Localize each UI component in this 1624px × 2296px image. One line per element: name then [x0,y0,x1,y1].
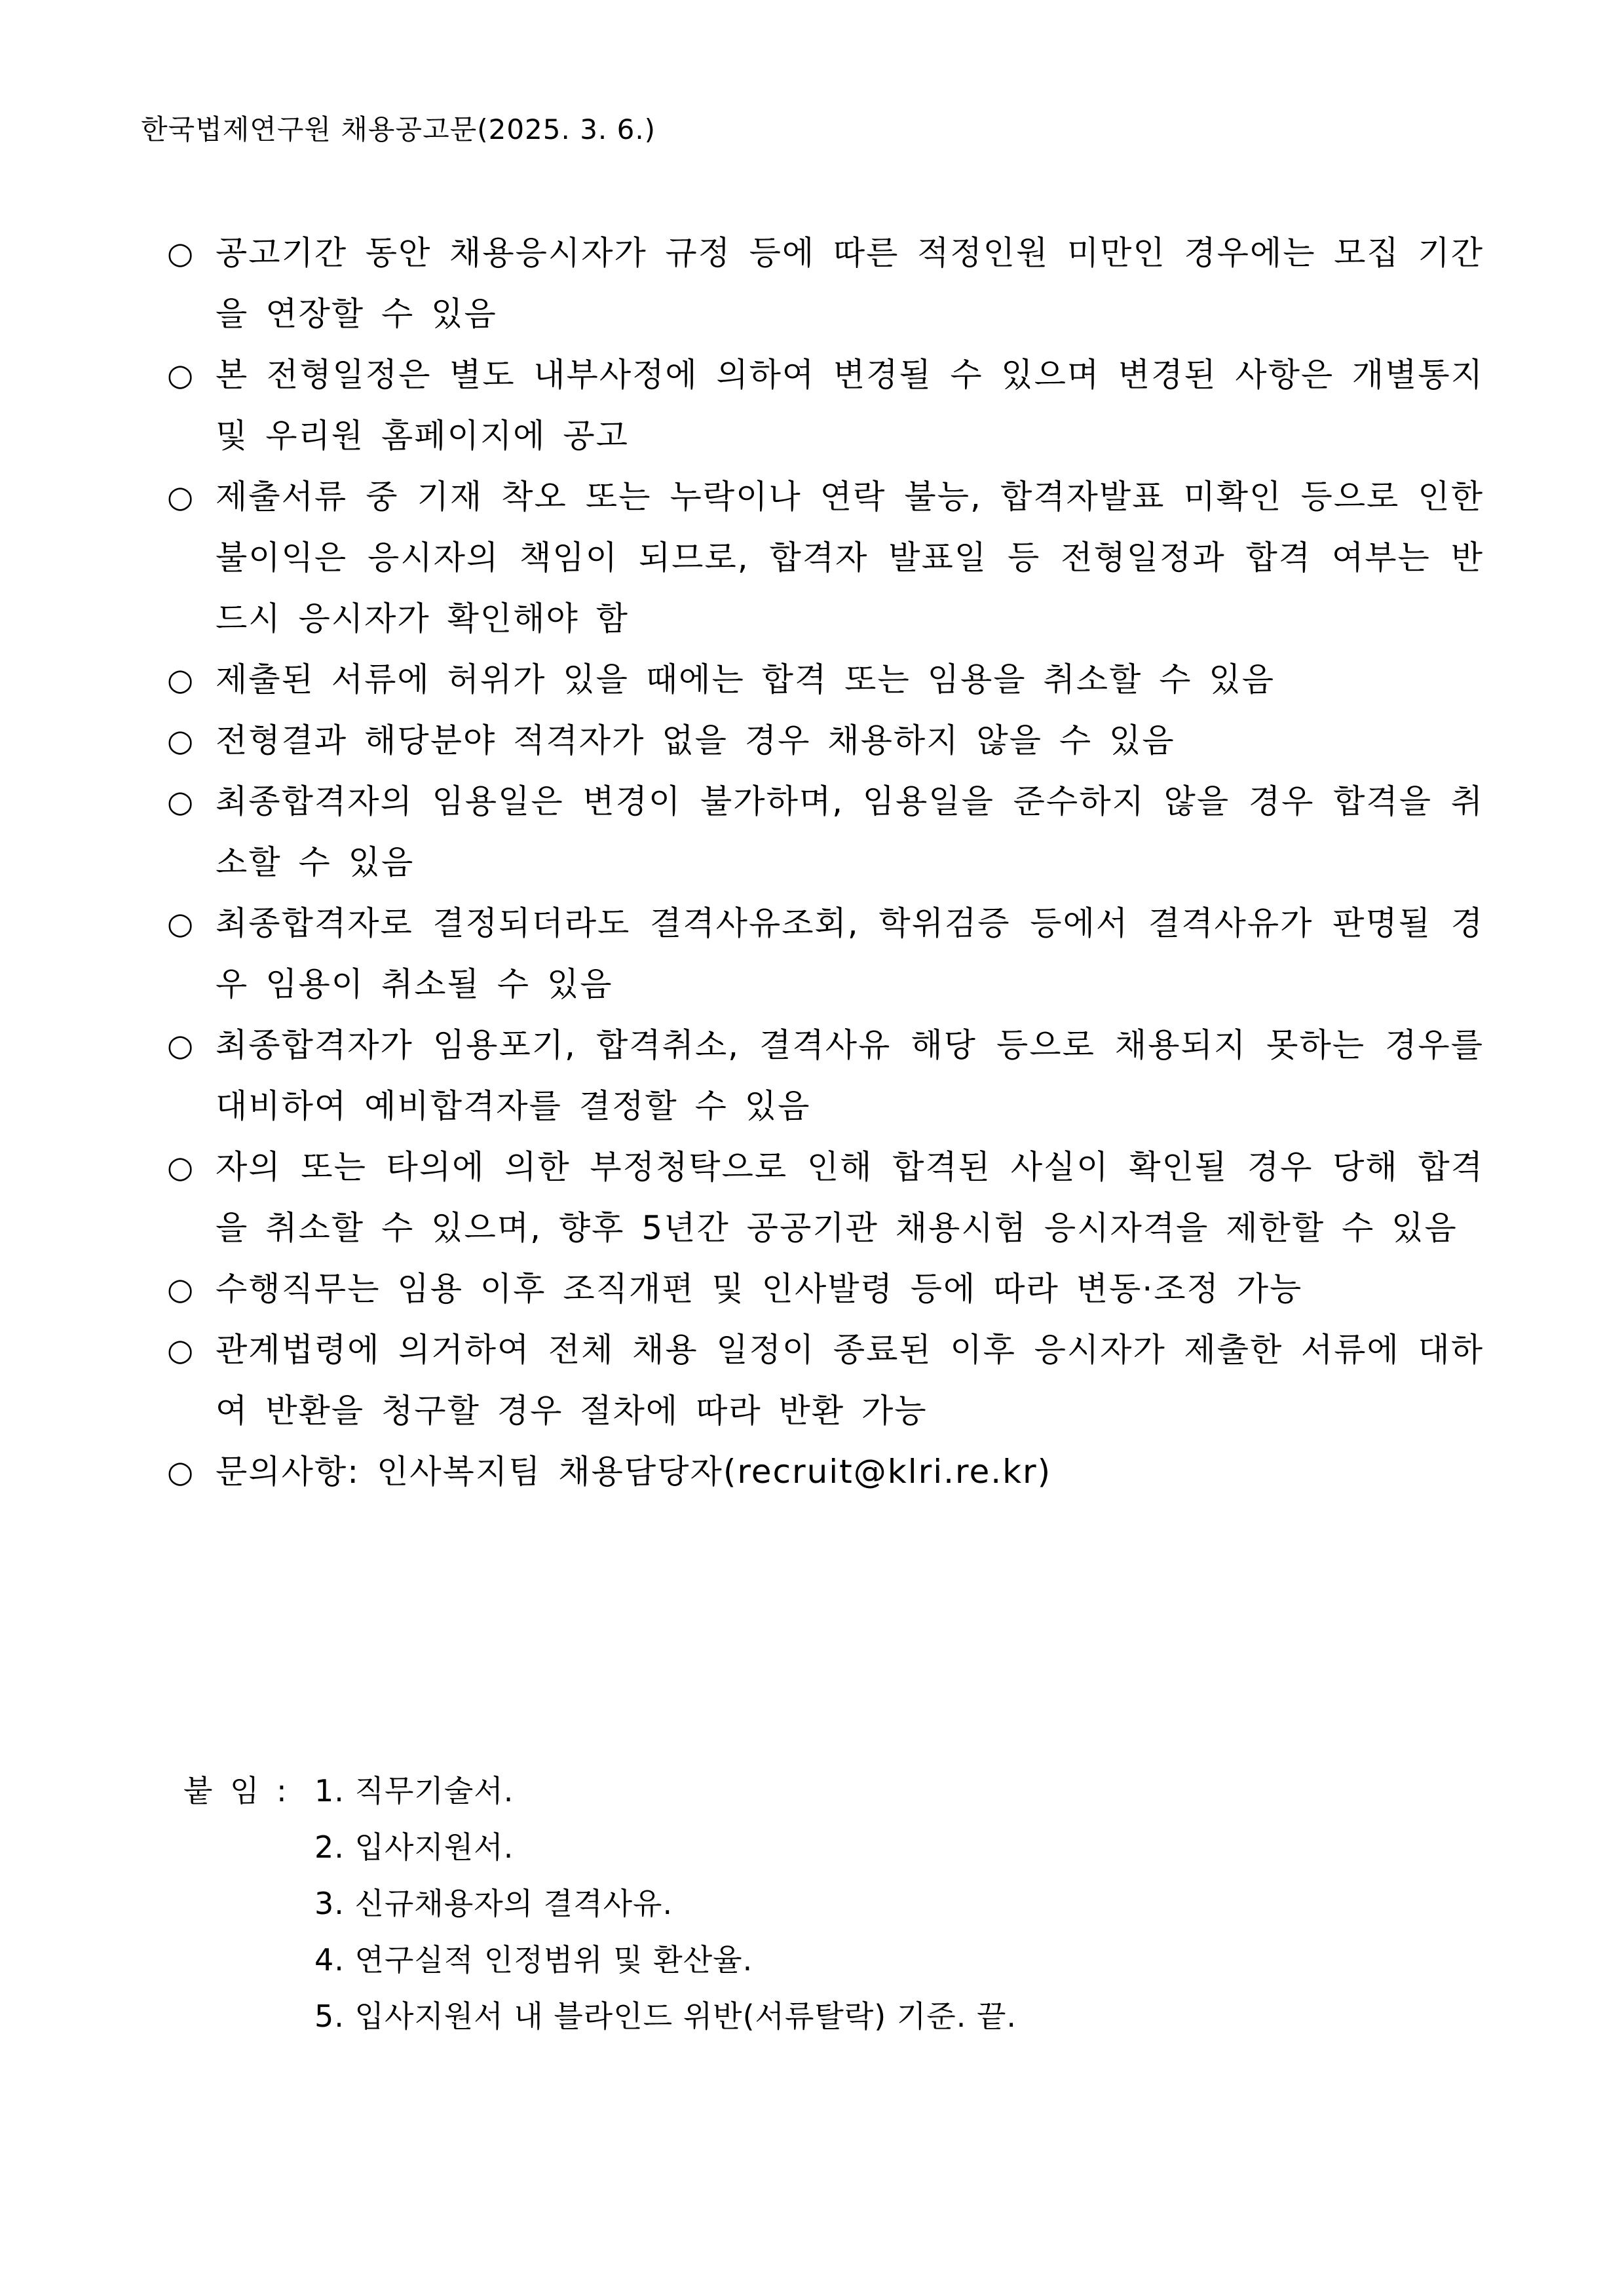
bullet-circle-icon: ○ [167,1332,195,1368]
bullet-circle-icon: ○ [167,1149,195,1185]
notice-item [167,1137,1484,1259]
notice-item [167,223,1484,345]
bullet-circle-icon: ○ [167,723,195,758]
notice-item [167,649,1484,710]
notice-text: 관계법령에 의거하여 전체 채용 일정이 종료된 이후 응시자가 제출한 서류에 대하여 반환을 청구할 경우 절차에 따라 반환 가능 [216,1331,1484,1430]
bullet-circle-icon: ○ [167,906,195,941]
attachment-row [183,1819,1017,1875]
notice-text: 자의 또는 타의에 의한 부정청탁으로 인해 합격된 사실이 확인될 경우 당해 합격을 취소할 수 있으며, 향후 5년간 공공기관 채용시험 응시자격을 제한할 수 있음 [216,1148,1484,1247]
bullet-circle-icon: ○ [167,784,195,819]
attachment-row [183,1988,1017,2044]
attachment-indent [183,1875,314,1932]
bullet-circle-icon: ○ [167,1271,195,1307]
notice-item-contact [167,1442,1484,1502]
notice-item [167,893,1484,1015]
bullet-circle-icon: ○ [167,662,195,697]
document-header [141,110,656,149]
attachment-item: 3. 신규채용자의 결격사유. [314,1886,673,1921]
attachment-item: 1. 직무기술서. [314,1773,514,1808]
attachment-row [183,1875,1017,1932]
notice-list [167,223,1484,1502]
notice-text: 최종합격자로 결정되더라도 결격사유조회, 학위검증 등에서 결격사유가 판명될 경우 임용이 취소될 수 있음 [216,904,1484,1003]
notice-item [167,710,1484,771]
bullet-circle-icon: ○ [167,1027,195,1063]
notice-item [167,771,1484,893]
attachment-indent [183,1988,314,2044]
notice-item [167,1015,1484,1137]
notice-item [167,467,1484,649]
notice-text: 최종합격자가 임용포기, 합격취소, 결격사유 해당 등으로 채용되지 못하는 경우를 대비하여 예비합격자를 결정할 수 있음 [216,1026,1484,1125]
notice-text: 제출된 서류에 허위가 있을 때에는 합격 또는 임용을 취소할 수 있음 [216,660,1275,698]
notice-item [167,345,1484,467]
attachment-item: 2. 입사지원서. [314,1829,514,1865]
notice-text: 본 전형일정은 별도 내부사정에 의하여 변경될 수 있으며 변경된 사항은 개별통지 및 우리원 홈페이지에 공고 [216,356,1484,455]
notice-text: 전형결과 해당분야 적격자가 없을 경우 채용하지 않을 수 있음 [216,721,1175,759]
bullet-circle-icon: ○ [167,479,195,514]
notice-text: 공고기간 동안 채용응시자가 규정 등에 따른 적정인원 미만인 경우에는 모집 기간을 연장할 수 있음 [216,234,1484,333]
attachments-label: 붙 임 : [183,1773,291,1808]
bullet-circle-icon: ○ [167,1454,195,1489]
attachments-section [183,1763,1017,2044]
attachment-indent [183,1932,314,1988]
notice-item [167,1259,1484,1320]
notice-text: 수행직무는 임용 이후 조직개편 및 인사발령 등에 따라 변동·조정 가능 [216,1270,1303,1308]
attachment-item: 4. 연구실적 인정범위 및 환산율. [314,1942,753,1978]
bullet-circle-icon: ○ [167,357,195,392]
bullet-circle-icon: ○ [167,235,195,271]
notice-item [167,1320,1484,1442]
attachment-item: 5. 입사지원서 내 블라인드 위반(서류탈락) 기준. 끝. [314,1999,1017,2034]
notice-text: 최종합격자의 임용일은 변경이 불가하며, 임용일을 준수하지 않을 경우 합격을 취소할 수 있음 [216,782,1484,881]
header-title: 한국법제연구원 채용공고문(2025. 3. 6.) [141,113,656,145]
notice-text: 제출서류 중 기재 착오 또는 누락이나 연락 불능, 합격자발표 미확인 등으로 인한 불이익은 응시자의 책임이 되므로, 합격자 발표일 등 전형일정과 합격 여부는 반드시 응시자가 확인해야 함 [216,478,1484,638]
attachment-row [183,1932,1017,1988]
contact-text: 문의사항: 인사복지팀 채용담당자(recruit@klri.re.kr) [216,1453,1052,1491]
attachment-indent [183,1819,314,1875]
attachment-row [183,1763,1017,1819]
